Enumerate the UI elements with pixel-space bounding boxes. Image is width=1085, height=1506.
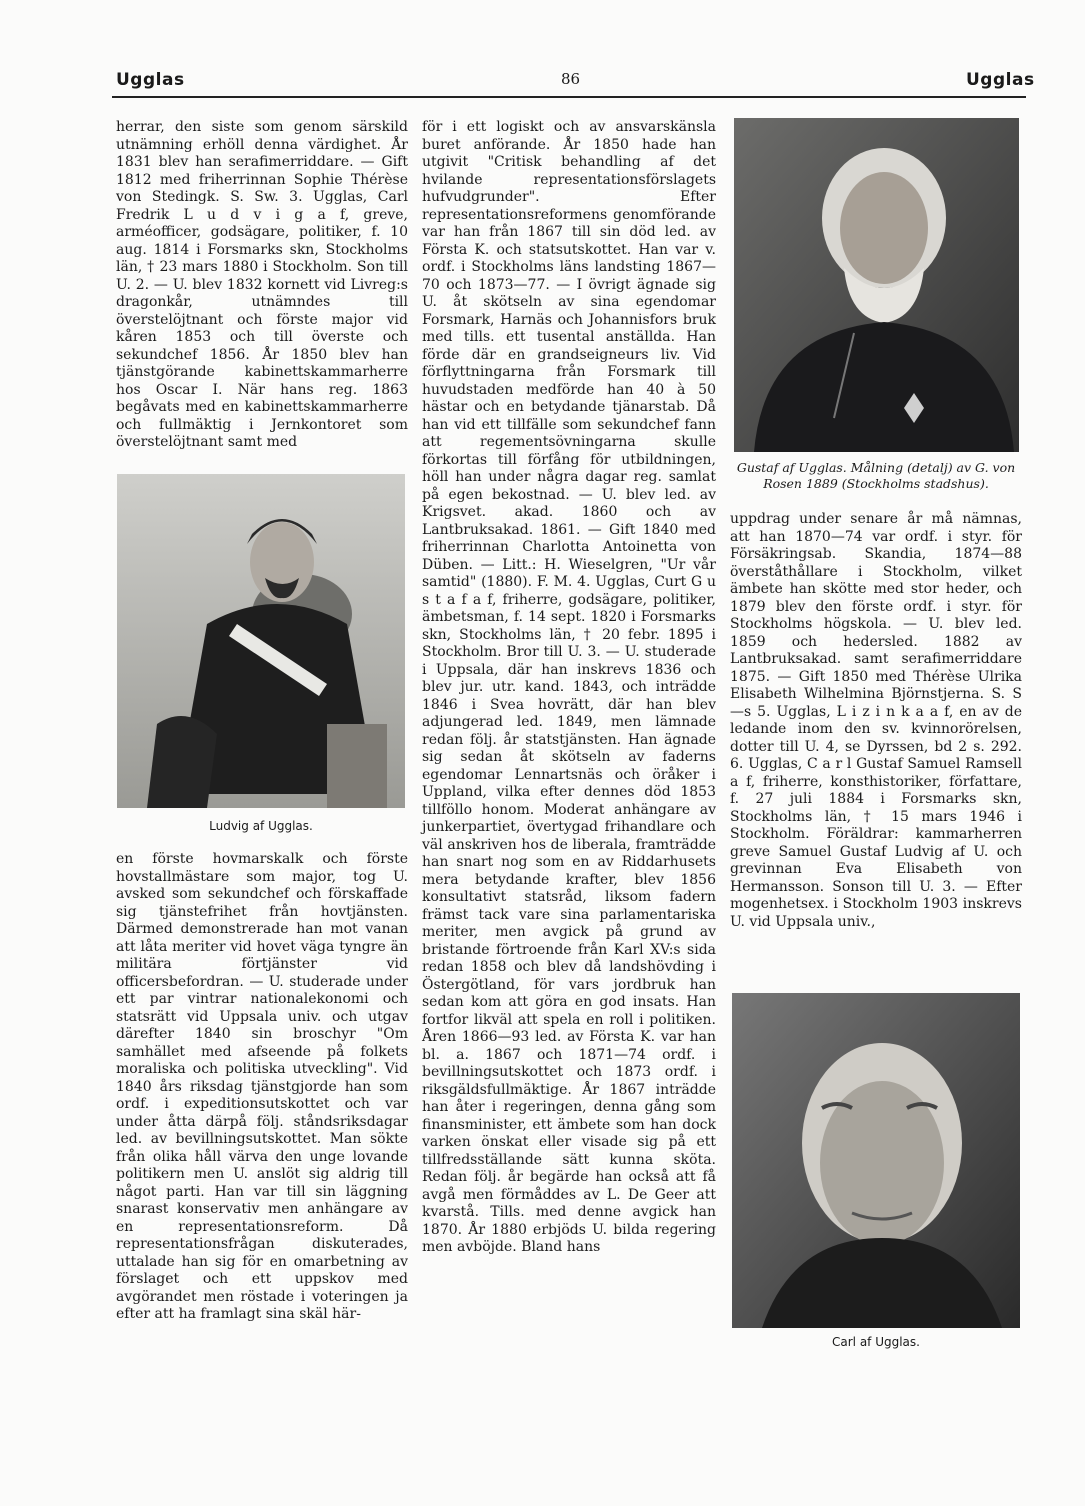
portrait-carl-af-ugglas (732, 993, 1020, 1328)
portrait-gustaf-af-ugglas-painting (734, 118, 1019, 452)
caption-text: Gustaf af Ugglas. Målning (detalj) av G. von Rosen 1889 (Stockholms stadshus). (736, 460, 1016, 491)
caption-carl: Carl af Ugglas. (832, 1335, 920, 1349)
portrait-ludvig-af-ugglas (117, 474, 405, 808)
column-1-top-text (116, 119, 408, 452)
column-2-text (422, 119, 716, 1257)
column-1-bottom-text (116, 851, 408, 1324)
article-text: uppdrag under senare år må nämnas, att han 1870—74 var ordf. i styr. för Försäkringsab. Skandia, 1874—88 överståthållare i Stockholm, vilket ämbete han skötte med stor heder, och 1879 blev den förste ordf. i styr. för Stockholms högskola. — U. blev led. 1859 och hedersled. 1882 av Lantbruksakad. samt serafimerriddare 1875. — Gift 1850 med Thérèse Ulrika Elisabeth Wilhelmina Björnstjerna. S. S—s 5. Ugglas, L i z i n k a a f, en av de ledande inom den sv. kvinnorörelsen, dotter till U. 4, se Dyrssen, bd 2 s. 292. 6. Ugglas, C a r l Gustaf Samuel Ramsell a f, friherre, konsthistoriker, författare, f. 27 juli 1884 i Forsmarks skn, Stockholms län, † 15 mars 1946 i Stockholm. Föräldrar: kammarherren greve Samuel Gustaf Ludvig af U. och grevinnan Eva Elisabeth von Hermansson. Sonson till U. 3. — Efter mogenhetsex. i Stockholm 1903 inskrevs U. vid Uppsala univ., (730, 511, 1022, 930)
article-text: herrar, den siste som genom särskild utnämning erhöll denna värdighet. År 1831 blev han serafimerriddare. — Gift 1812 med friherrinnan Sophie Thérèse von Stedingk. S. Sw. 3. Ugglas, Carl Fredrik L u d v i g a f, greve, arméofficer, godsägare, politiker, f. 10 aug. 1814 i Forsmarks skn, Stockholms län, † 23 mars 1880 i Stockholm. Son till U. 2. — U. blev 1832 kornett vid Livreg:s dragonkår, utnämndes till överstelöjtnant och förste major vid kåren 1853 och till överste och sekundchef 1856. År 1850 blev han tjänstgörande kabinettskammarherre hos Oscar I. När hans reg. 1863 begåvats med en kabinettskammarherre och fullmäktig i Jernkontoret som överstelöjtnant samt med (116, 119, 408, 450)
column-3-text (730, 511, 1022, 931)
header-rule (112, 96, 1026, 98)
caption-gustaf (728, 460, 1024, 492)
article-text: en förste hovmarskalk och förste hovstallmästare som major, tog U. avsked som sekundchef och förskaffade sig tjänstefrihet från hovtjänsten. Därmed demonstrerade han mot vanan att låta meriter vid hovet väga tyngre än militära förtjänster vid officersbefordran. — U. studerade under ett par vintrar nationalekonomi och statsrätt vid Uppsala univ. och utgav därefter 1840 sin broschyr "Om samhället med afseende på folkets moraliska och politiska utveckling". Vid 1840 års riksdag tjänstgjorde han som ordf. i expeditionsutskottet och var under åtta därpå följ. ståndsriksdagar led. av bevillningsutskottet. Man sökte från olika håll värva den unge lovande politikern men U. anslöt sig aldrig till något parti. Han var till sin läggning snarast konservativ men anhängare av en representationsreform. Då representationsfrågan diskuterades, uttalade han sig för en omarbetning av förslaget och ett uppskov med avgörandet men röstade i voteringen ja efter att ha framlagt sina skäl här- (116, 851, 408, 1322)
running-head-right: Ugglas (966, 70, 1035, 90)
running-head-left: Ugglas (116, 70, 185, 90)
page-number: 86 (561, 70, 581, 88)
article-text: för i ett logiskt och av ansvarskänsla buret anförande. År 1850 hade han utgivit "Critisk behandling af det hvilande representationsförslagets hufvudgrunder". Efter representationsreformens genomförande var han från 1867 till sin död led. av Första K. och statsutskottet. Han var v. ordf. i Stockholms läns landsting 1867—70 och 1873—77. — I övrigt ägnade sig U. åt skötseln av sina egendomar Forsmark, Harnäs och Johannisfors bruk med tills. ett tusental anställda. Han förde där en grandseigneurs liv. Vid förflyttningarna från Forsmark till huvudstaden medförde han 40 à 50 hästar och en betydande tjänarstab. Då han vid ett tillfälle som sekundchef fann att regementsövningarna skulle förkortas till förfång för utbildningen, höll han under några dagar reg. samlat på egen bekostnad. — U. blev led. av Krigsvet. akad. 1860 och av Lantbruksakad. 1861. — Gift 1840 med friherrinnan Charlotta Antoinetta von Düben. — Litt.: H. Wieselgren, "Ur vår samtid" (1880). F. M. 4. Ugglas, Curt G u s t a f a f, friherre, godsägare, politiker, ämbetsman, f. 14 sept. 1820 i Forsmarks skn, Stockholms län, † 20 febr. 1895 i Stockholm. Bror till U. 3. — U. studerade i Uppsala, där han inskrevs 1836 och blev jur. utr. kand. 1843, och inträdde 1846 i Svea hovrätt, där han blev adjungerad led. 1849, men lämnade redan följ. år statstjänsten. Han ägnade sig sedan åt skötseln av faderns egendomar Lennartsnäs och öråker i Uppland, vilka efter dennes död 1853 tillföllo honom. Moderat anhängare av junkerpartiet, övertygad frihandlare och väl anskriven hos de liberala, framträdde han snart nog som en av Riddarhusets mera betydande krafter, blev 1856 konsultativt statsråd, liksom fadern främst tack vare sina parlamentariska meriter, men avgick på grund av bristande förtroende från Karl XV:s sida redan 1858 och blev då landshövding i Östergötland, för vars jordbruk han sedan kom att göra en god insats. Han fortfor likväl att spela en roll i politiken. Åren 1866—93 led. av Första K. var han bl. a. 1867 och 1871—74 ordf. i bevillningsutskottet och 1873 ordf. i riksgäldsfullmäktige. År 1867 inträdde han åter i regeringen, denna gång som finansminister, ett ämbete som han dock varken önskat eller visade sig på ett tillfredsställande sätt kunna sköta. Redan följ. år begärde han också att få avgå men förmåddes av L. De Geer att kvarstå. Tills. med denne avgick han 1870. År 1880 erbjöds U. bilda regering men avböjde. Bland hans (422, 119, 716, 1255)
caption-ludvig: Ludvig af Ugglas. (209, 819, 313, 833)
